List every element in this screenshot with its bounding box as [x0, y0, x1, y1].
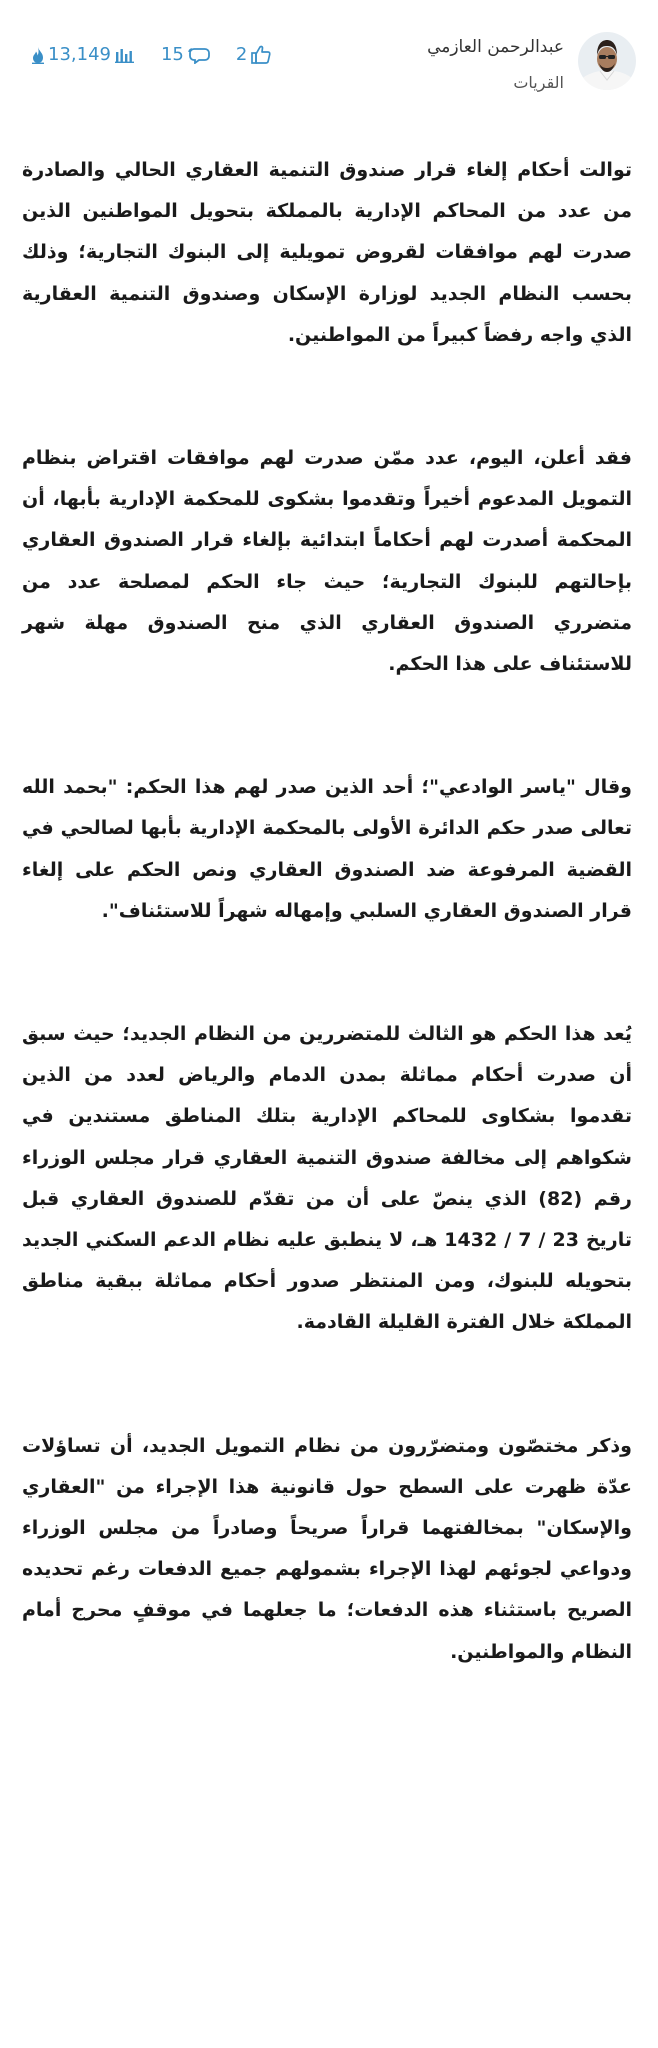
- post-header: [22, 28, 636, 118]
- comment-icon: [188, 46, 210, 64]
- author-location: القريات: [513, 73, 564, 92]
- fire-icon: [32, 46, 44, 64]
- thumbs-up-icon: [251, 45, 271, 64]
- views-count: 13,149: [48, 44, 111, 65]
- article-paragraph: فقد أعلن، اليوم، عدد ممّن صدرت لهم موافقات اقتراض بنظام التمويل المدعوم أخيراً وتقدموا بشكوى للمحكمة الإدارية بأبها، أن المحكمة أصدرت لهم أحكاماً ابتدائية بإلغاء قرار الصندوق العقاري بإحالتهم للبنوك التجارية؛ حيث جاء الحكم لمصلحة عدد من متضرري الصندوق العقاري الذي منح الصندوق مهلة شهر للاستئناف على هذا الحكم.: [22, 447, 632, 676]
- bar-chart-icon: [115, 47, 135, 63]
- likes-stat[interactable]: [236, 44, 271, 65]
- views-stat[interactable]: [32, 44, 135, 65]
- article-paragraph: وذكر مختصّون ومتضرّرون من نظام التمويل الجديد، أن تساؤلات عدّة ظهرت على السطح حول قانونية هذا الإجراء من "العقاري والإسكان" بمخالفتهما قراراً صريحاً وصادراً من مجلس الوزراء ودواعي لجوئهم لهذا الإجراء بشمولهم جميع الدفعات رغم تحديده الصريح باستثناء هذه الدفعات؛ ما جعلهما في موقفٍ محرج أمام النظام والمواطنين.: [22, 1434, 632, 1663]
- author-name[interactable]: عبدالرحمن العازمي: [427, 37, 564, 57]
- article-paragraph: يُعد هذا الحكم هو الثالث للمتضررين من النظام الجديد؛ حيث سبق أن صدرت أحكام مماثلة بمدن الدمام والرياض لعدد من الذين تقدموا بشكاوى للمحاكم الإدارية بتلك المناطق مستندين في شكواهم إلى مخالفة صندوق التنمية العقاري قرار مجلس الوزراء رقم (82) الذي ينصّ على أن من تقدّم للصندوق العقاري قبل تاريخ 23 / 7 / 1432 هـ، لا ينطبق عليه نظام الدعم السكني الجديد بتحويله للبنوك، ومن المنتظر صدور أحكام مماثلة ببقية مناطق المملكة خلال الفترة القليلة القادمة.: [22, 1023, 633, 1334]
- likes-count: 2: [235, 44, 248, 65]
- article-paragraph: وقال "ياسر الوادعي"؛ أحد الذين صدر لهم هذا الحكم: "بحمد الله تعالى صدر حكم الدائرة الأولى بالمحكمة الإدارية بأبها لصالحي في القضية المرفوعة ضد الصندوق العقاري ونص الحكم على إلغاء قرار الصندوق العقاري السلبي وإمهاله شهراً للاستئناف".: [22, 776, 632, 922]
- avatar[interactable]: [578, 32, 636, 90]
- article-paragraph: توالت أحكام إلغاء قرار صندوق التنمية العقاري الحالي والصادرة من عدد من المحاكم الإدارية بالمملكة بتحويل المواطنين الذين صدرت لهم موافقات لقروض تمويلية إلى البنوك التجارية؛ وذلك بحسب النظام الجديد لوزارة الإسكان وصندوق التنمية العقارية الذي واجه رفضاً كبيراً من المواطنين.: [22, 159, 632, 346]
- comments-stat[interactable]: [161, 44, 210, 65]
- author-info: [427, 34, 564, 96]
- article-body: [22, 150, 632, 1673]
- post-stats: [32, 44, 271, 65]
- comments-count: 15: [160, 44, 184, 65]
